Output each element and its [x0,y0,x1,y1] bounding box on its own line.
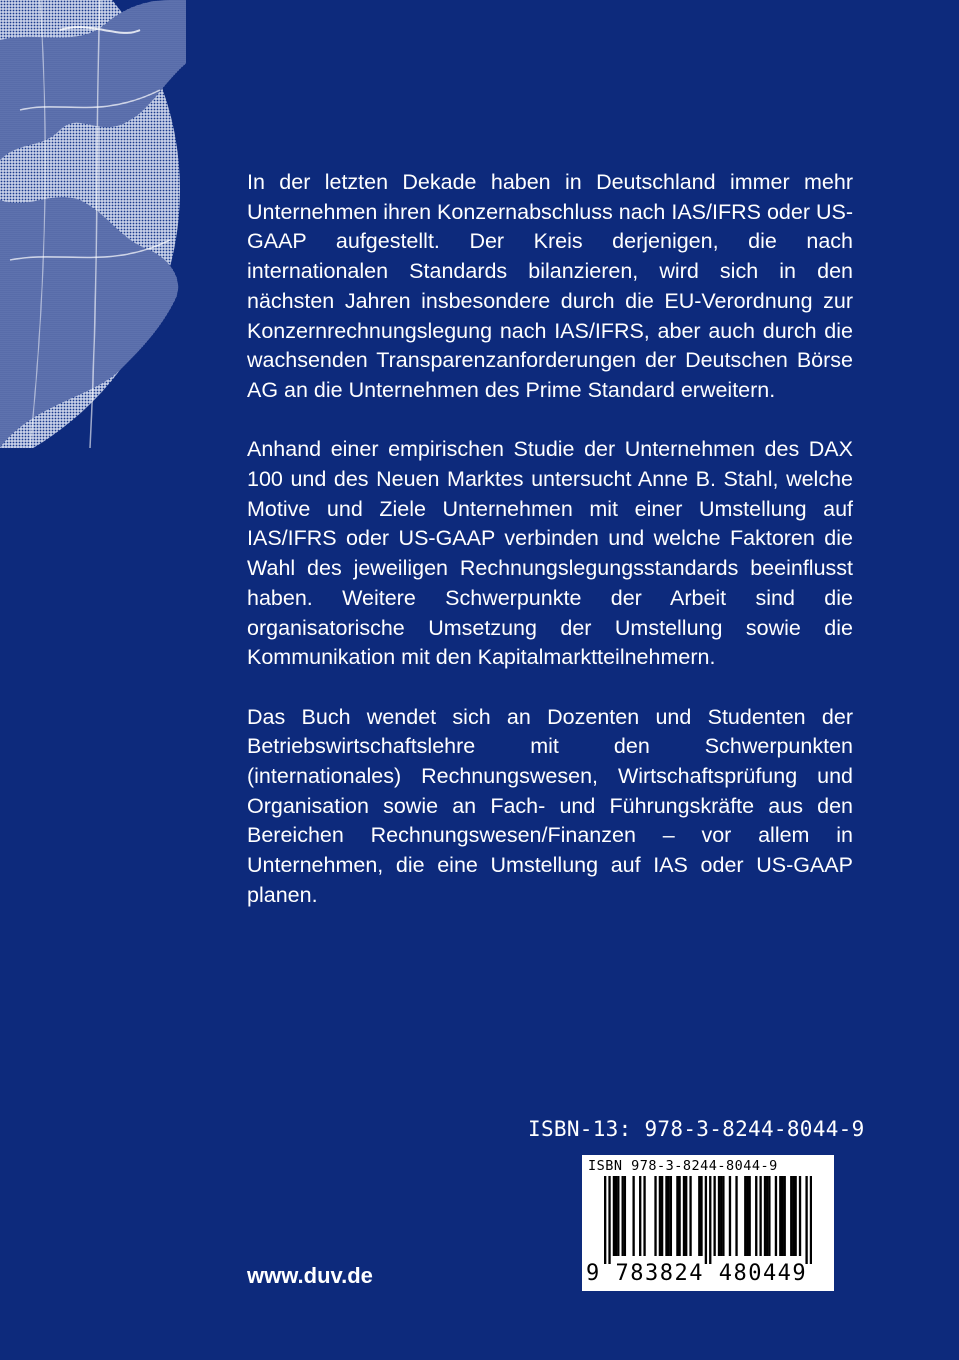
paragraph-3: Das Buch wendet sich an Dozenten und Studenten der Betriebswirtschaftslehre mit den Schwerpunkten (internationales) Rechnungswesen, Wirtschaftsprüfung und Organisation sowie an Fach- und Führungskräfte aus den Bereichen Rechnungswesen/Finanzen – vor allem in Unternehmen, die eine Umstellung auf IAS oder US-GAAP planen. [247,704,853,907]
barcode-bar [709,1176,711,1264]
barcode-bar [722,1176,724,1256]
barcode-bar [766,1176,768,1256]
barcode-bar [718,1176,720,1256]
barcode-bar [735,1176,737,1256]
barcode-bar [615,1176,617,1256]
barcode-bar [689,1176,691,1256]
isbn-13-label: ISBN-13: 978-3-8244-8044-9 [528,1117,865,1141]
barcode-bar [632,1176,634,1256]
barcode-bar [661,1176,663,1256]
barcode-bar [775,1176,777,1256]
barcode-bar [755,1176,757,1256]
barcode-bar [768,1176,770,1256]
barcode-bar [794,1176,796,1256]
barcode-bar [805,1176,807,1264]
barcode-bar [764,1176,766,1256]
barcode-bar [624,1176,626,1256]
paragraph-2: Anhand einer empirischen Studie der Unternehmen des DAX 100 und des Neuen Marktes untersucht Anne B. Stahl, welche Motive und Ziele Unternehmen mit einer Umstellung auf IAS/IFRS oder US-GAAP verbinden und welche Faktoren die Wahl des jeweiligen Rechnungslegungsstandards beeinflusst haben. Weitere Schwerpunkte der Arbeit sind die organisatorische Umsetzung der Umstellung sowie die Kommunikation mit den Kapitalmarktteilnehmern. [247,437,853,670]
barcode-bar [670,1176,672,1256]
barcode-bar [705,1176,707,1264]
globe-map-icon [0,0,190,448]
barcode-bar [622,1176,624,1256]
barcode-bar [608,1176,610,1264]
website-url: www.duv.de [247,1263,373,1288]
barcode-bar [700,1176,702,1256]
barcode-bar [643,1176,645,1256]
barcode [582,1155,834,1291]
barcode-bar [654,1176,656,1256]
barcode-bar [810,1176,812,1264]
description-text [247,168,853,940]
barcode-bar [659,1176,661,1256]
barcode-bar [667,1176,669,1256]
barcode-bar [713,1176,715,1256]
barcode-bar [779,1176,781,1256]
barcode-bar [676,1176,678,1256]
barcode-bar [613,1176,615,1256]
barcode-bar [685,1176,687,1256]
barcode-bar [683,1176,685,1256]
barcode-bar [720,1176,722,1256]
barcode-bar [617,1176,619,1256]
barcode-bar [639,1176,641,1256]
barcode-bar [604,1176,606,1264]
barcode-bar [759,1176,761,1256]
paragraph-1: In der letzten Dekade haben in Deutschland immer mehr Unternehmen ihren Konzernabschluss nach IAS/IFRS oder US-GAAP aufgestellt. Der Kreis derjenigen, die nach internationalen Standards bilanzieren, wird sich in den nächsten Jahren insbesondere durch die EU-Verordnung zur Konzernrechnungslegung nach IAS/IFRS, aber auch durch die wachsenden Transparenzanforderungen der Deutschen Börse AG an die Unternehmen des Prime Standard erweitern. [247,170,853,402]
barcode-bar [678,1176,680,1256]
barcode-bars-icon [604,1176,812,1264]
barcode-isbn-text: ISBN 978-3-8244-8044-9 [588,1158,778,1174]
barcode-bar [749,1176,751,1256]
barcode-bar [792,1176,794,1256]
barcode-bar [781,1176,783,1256]
globe-image [0,0,190,448]
barcode-bar [729,1176,731,1256]
barcode-bar [790,1176,792,1256]
barcode-bar [665,1176,667,1256]
barcode-bar [799,1176,801,1256]
barcode-bar [746,1176,748,1256]
barcode-bar [744,1176,746,1256]
barcode-bar [698,1176,700,1256]
barcode-digits: 9 783824 480449 [586,1261,808,1286]
barcode-bar [784,1176,786,1256]
